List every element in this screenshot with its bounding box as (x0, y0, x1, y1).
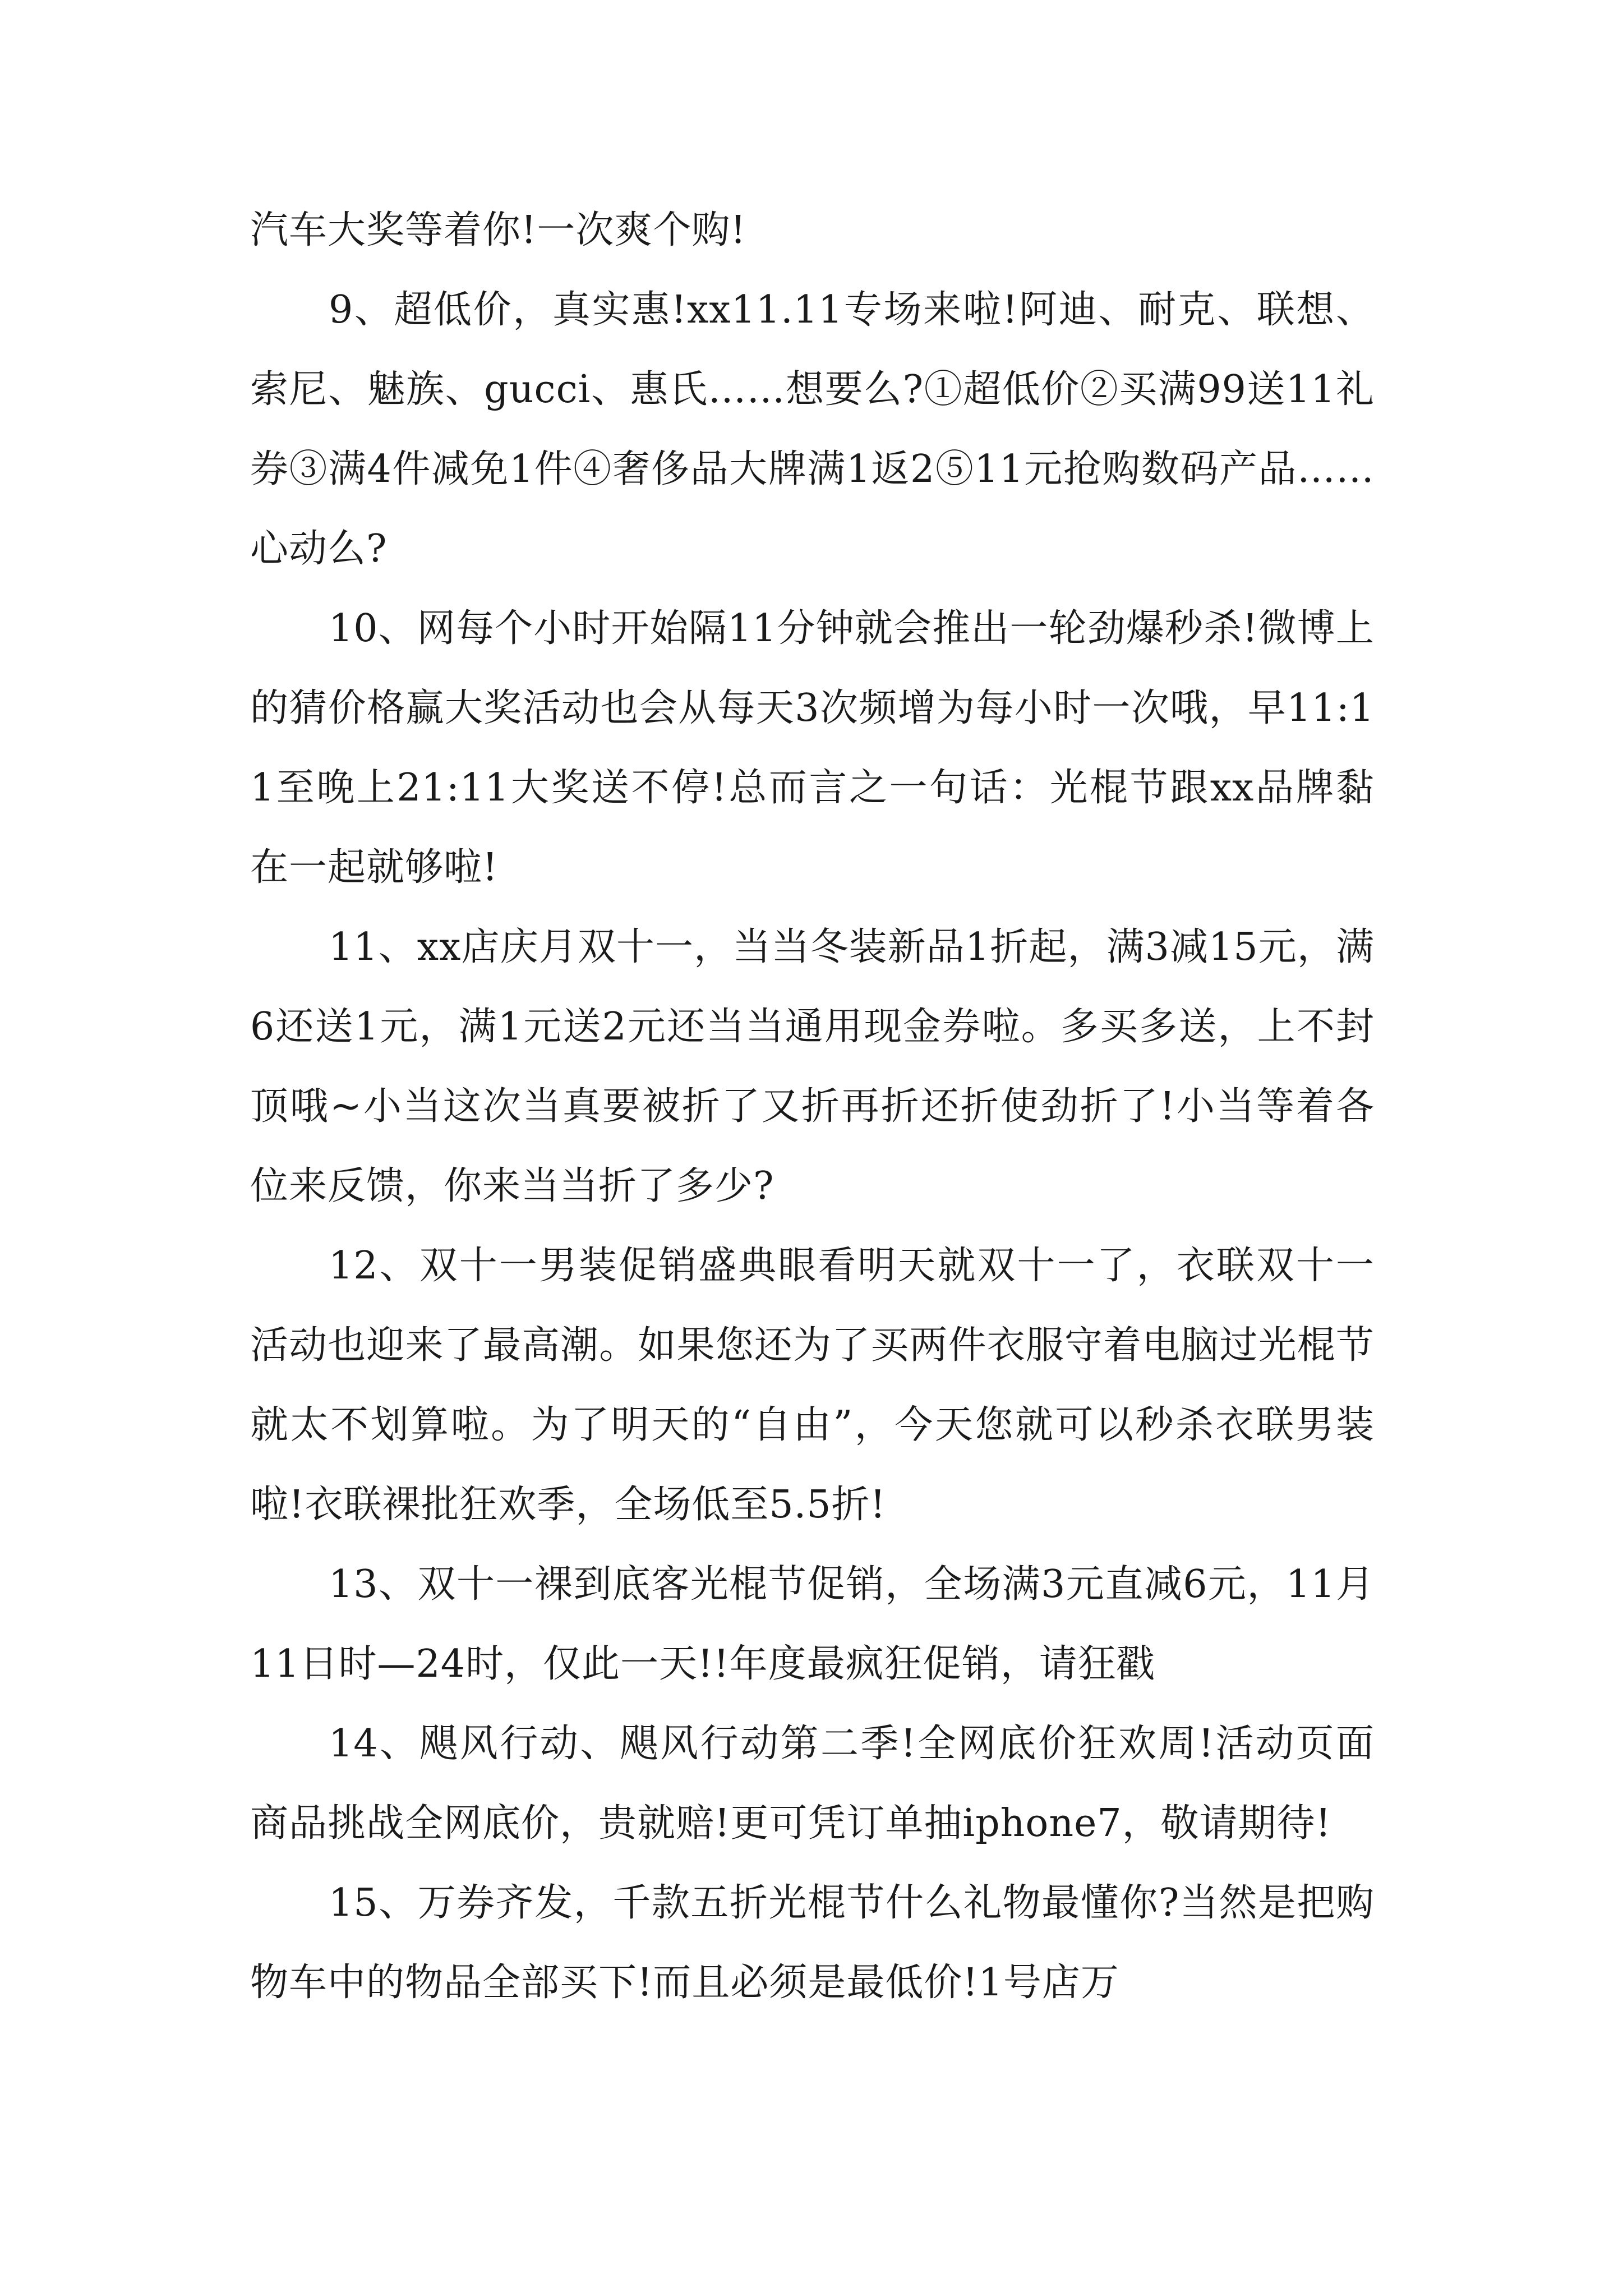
paragraph-item-15: 15、万券齐发，千款五折光棍节什么礼物最懂你?当然是把购物车中的物品全部买下!而且必须是最低价!1号店万 (250, 1881, 1375, 2005)
paragraph-item-9: 9、超低价，真实惠!xx11.11专场来啦!阿迪、耐克、联想、索尼、魅族、gucci、惠氏……想要么?①超低价②买满99送11礼券③满4件减免1件④奢侈品大牌满1返2⑤11元抢购数码产品……心动么? (250, 288, 1375, 571)
paragraph-item-14: 14、飓风行动、飓风行动第二季!全网底价狂欢周!活动页面商品挑战全网底价，贵就赔!更可凭订单抽iphone7，敬请期待! (250, 1722, 1375, 1846)
paragraph-item-10: 10、网每个小时开始隔11分钟就会推出一轮劲爆秒杀!微博上的猜价格赢大奖活动也会从每天3次频增为每小时一次哦，早11:11至晚上21:11大奖送不停!总而言之一句话：光棍节跟xx品牌黏在一起就够啦! (250, 606, 1375, 890)
paragraph-item-12: 12、双十一男装促销盛典眼看明天就双十一了，衣联双十一活动也迎来了最高潮。如果您还为了买两件衣服守着电脑过光棍节就太不划算啦。为了明天的“自由”，今天您就可以秒杀衣联男装啦!衣联裸批狂欢季，全场低至5.5折! (250, 1244, 1375, 1527)
paragraph: 汽车大奖等着你!一次爽个购! (250, 208, 746, 252)
paragraph-item-13: 13、双十一裸到底客光棍节促销，全场满3元直减6元，11月11日时—24时，仅此一天!!年度最疯狂促销，请狂戳 (250, 1562, 1375, 1686)
paragraph-item-11: 11、xx店庆月双十一，当当冬装新品1折起，满3减15元，满6还送1元，满1元送2元还当当通用现金券啦。多买多送，上不封顶哦~小当这次当真要被折了又折再折还折使劲折了!小当等着各位来反馈，你来当当折了多少? (250, 925, 1375, 1208)
body-text (250, 191, 1375, 2023)
